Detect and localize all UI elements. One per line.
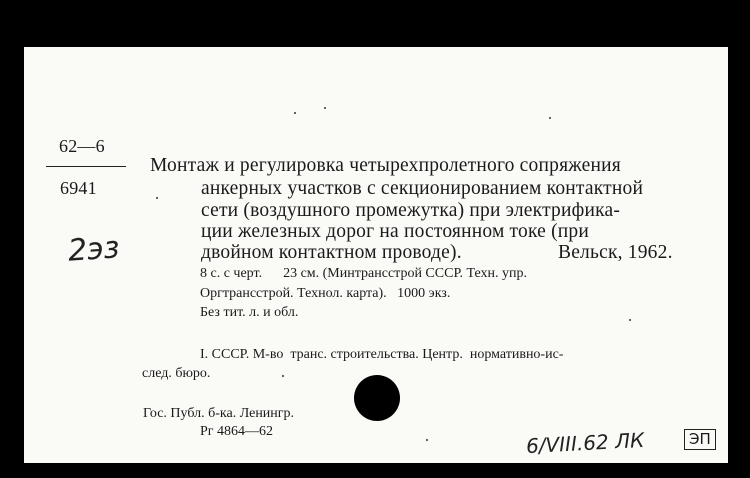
specks bbox=[426, 439, 428, 441]
catalog-card bbox=[24, 47, 728, 463]
holder-line-2: Рг 4864—62 bbox=[200, 424, 274, 439]
specks bbox=[629, 319, 631, 321]
title-line-5: двойном контактном проводе). bbox=[201, 242, 462, 263]
specks bbox=[324, 107, 326, 109]
specks bbox=[294, 112, 296, 114]
call-number-divider bbox=[46, 166, 126, 167]
tracing-line-2: след. бюро. bbox=[142, 366, 211, 381]
title-line-2: анкерных участков с секционированием контактной bbox=[201, 178, 644, 199]
specks bbox=[156, 197, 158, 199]
stamp-mark: ЭП bbox=[684, 429, 716, 450]
specks bbox=[282, 375, 284, 377]
description-line-3: Без тит. л. и обл. bbox=[200, 305, 299, 320]
title-line-1: Монтаж и регулировка четырехпролетного сопряжения bbox=[150, 155, 621, 176]
handwritten-margin-note: 2эз bbox=[66, 230, 121, 269]
description-line-1: 8 с. с черт. 23 см. (Минтрансстрой СССР. Техн. упр. bbox=[200, 266, 528, 281]
title-line-4: ции железных дорог на постоянном токе (при bbox=[201, 221, 590, 242]
call-number-bottom: 6941 bbox=[60, 178, 97, 198]
specks bbox=[549, 117, 551, 119]
imprint: Вельск, 1962. bbox=[558, 242, 673, 263]
tracing-line-1: I. СССР. М-во транс. строительства. Центр. нормативно-ис- bbox=[200, 347, 564, 362]
handwritten-date-note: 6/VIII.62 ЛК bbox=[525, 427, 645, 459]
call-number-top: 62—6 bbox=[59, 136, 105, 156]
holder-line-1: Гос. Публ. б-ка. Ленингр. bbox=[143, 406, 295, 421]
description-line-2: Оргтрансстрой. Технол. карта). 1000 экз. bbox=[200, 286, 451, 301]
punch-hole bbox=[354, 375, 400, 421]
title-line-3: сети (воздушного промежутка) при электрифика- bbox=[201, 200, 621, 221]
